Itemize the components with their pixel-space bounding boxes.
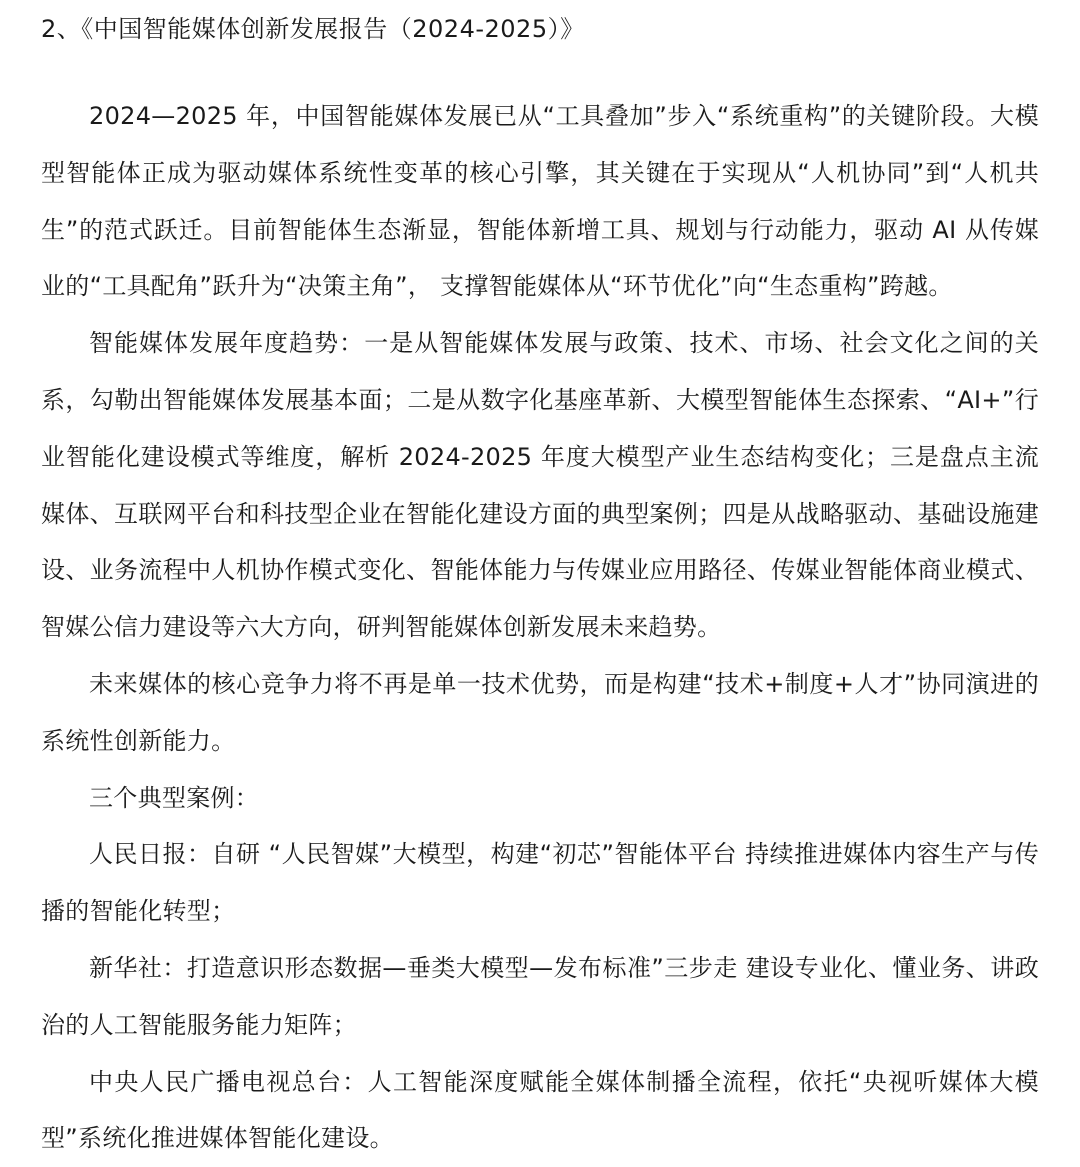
paragraph-trends: 智能媒体发展年度趋势：一是从智能媒体发展与政策、技术、市场、社会文化之间的关系，勾勒出智能媒体发展基本面；二是从数字化基座革新、大模型智能体生态探索、“AI+”行业智能化建设模式等维度，解析 2024-2025 年度大模型产业生态结构变化；三是盘点主流媒体、互联网平台和科技型企业在智能化建设方面的典型案例；四是从战略驱动、基础设施建设、业务流程中人机协作模式变化、智能体能力与传媒业应用路径、传媒业智能体商业模式、智媒公信力建设等六大方向，研判智能媒体创新发展未来趋势。 <box>41 329 1039 642</box>
paragraph-intro: 2024—2025 年，中国智能媒体发展已从“工具叠加”步入“系统重构”的关键阶段。大模型智能体正成为驱动媒体系统性变革的核心引擎，其关键在于实现从“人机协同”到“人机共生”的范式跃迁。目前智能体生态渐显，智能体新增工具、规划与行动能力，驱动 AI 从传媒业的“工具配角”跃升为“决策主角”， 支撑智能媒体从“环节优化”向“生态重构”跨越。 <box>41 102 1039 301</box>
paragraph-cases-title: 三个典型案例： <box>89 783 260 812</box>
document-heading: 2、《中国智能媒体创新发展报告（2024-2025）》 <box>41 15 585 43</box>
paragraph-case-peoples-daily: 人民日报：自研 “人民智媒”大模型，构建“初芯”智能体平台 持续推进媒体内容生产与传播的智能化转型； <box>41 840 1039 926</box>
paragraph-competitiveness: 未来媒体的核心竞争力将不再是单一技术优势，而是构建“技术+制度+人才”协同演进的系统性创新能力。 <box>41 669 1039 755</box>
document-body <box>41 88 1039 1167</box>
paragraph-case-cmg: 中央人民广播电视总台：人工智能深度赋能全媒体制播全流程，依托“央视听媒体大模型”系统化推进媒体智能化建设。 <box>41 1067 1039 1153</box>
paragraph-case-xinhua: 新华社：打造意识形态数据—垂类大模型—发布标准”三步走 建设专业化、懂业务、讲政治的人工智能服务能力矩阵； <box>41 953 1039 1039</box>
